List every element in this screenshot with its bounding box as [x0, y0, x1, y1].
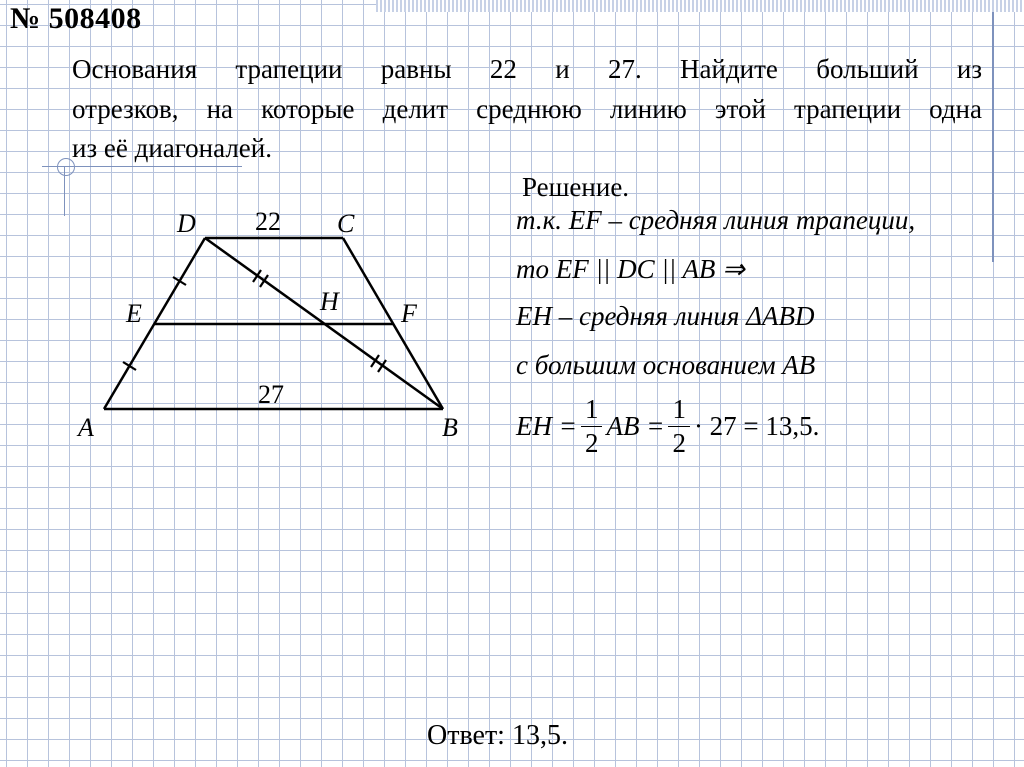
- solution-formula: [516, 396, 819, 457]
- formula-rhs: · 27 = 13,5.: [693, 411, 820, 441]
- solution-line-4: с большим основанием AB: [516, 350, 816, 380]
- label-bottom-base: 27: [258, 380, 284, 409]
- tick-ad-upper: [173, 277, 186, 285]
- tick-ad-lower: [123, 362, 136, 370]
- fraction-one-half-1: [581, 396, 603, 457]
- fraction-numerator: 1: [668, 396, 690, 427]
- formula-mid: AB =: [606, 411, 665, 441]
- solution-heading: Решение.: [522, 172, 630, 202]
- fraction-denominator: 2: [584, 428, 599, 458]
- label-b: B: [442, 413, 458, 442]
- problem-number: № 508408: [10, 2, 142, 35]
- label-a: A: [78, 413, 94, 442]
- solution-line-2: то EF || DC || AB ⇒: [516, 254, 745, 284]
- label-c: C: [337, 209, 355, 238]
- label-f: F: [401, 299, 417, 328]
- solution-line-3: EH – средняя линия ΔABD: [516, 301, 815, 331]
- problem-line-3: из её диагоналей.: [72, 133, 272, 164]
- problem-line-2: отрезков, на которые делит среднюю линию этой трапеции одна: [72, 93, 982, 124]
- label-top-base: 22: [255, 207, 281, 236]
- fraction-one-half-2: [668, 396, 690, 457]
- label-d: D: [177, 209, 196, 238]
- solution-line-1: т.к. EF – средняя линия трапеции,: [516, 205, 916, 235]
- fraction-numerator: 1: [581, 396, 603, 427]
- formula-lhs: EH =: [516, 411, 577, 441]
- fraction-denominator: 2: [672, 428, 686, 458]
- label-e: E: [126, 299, 142, 328]
- label-h: H: [320, 287, 339, 316]
- problem-line-1: Основания трапеции равны 22 и 27. Найдите больший из: [72, 54, 982, 84]
- answer: Ответ: 13,5.: [427, 720, 568, 751]
